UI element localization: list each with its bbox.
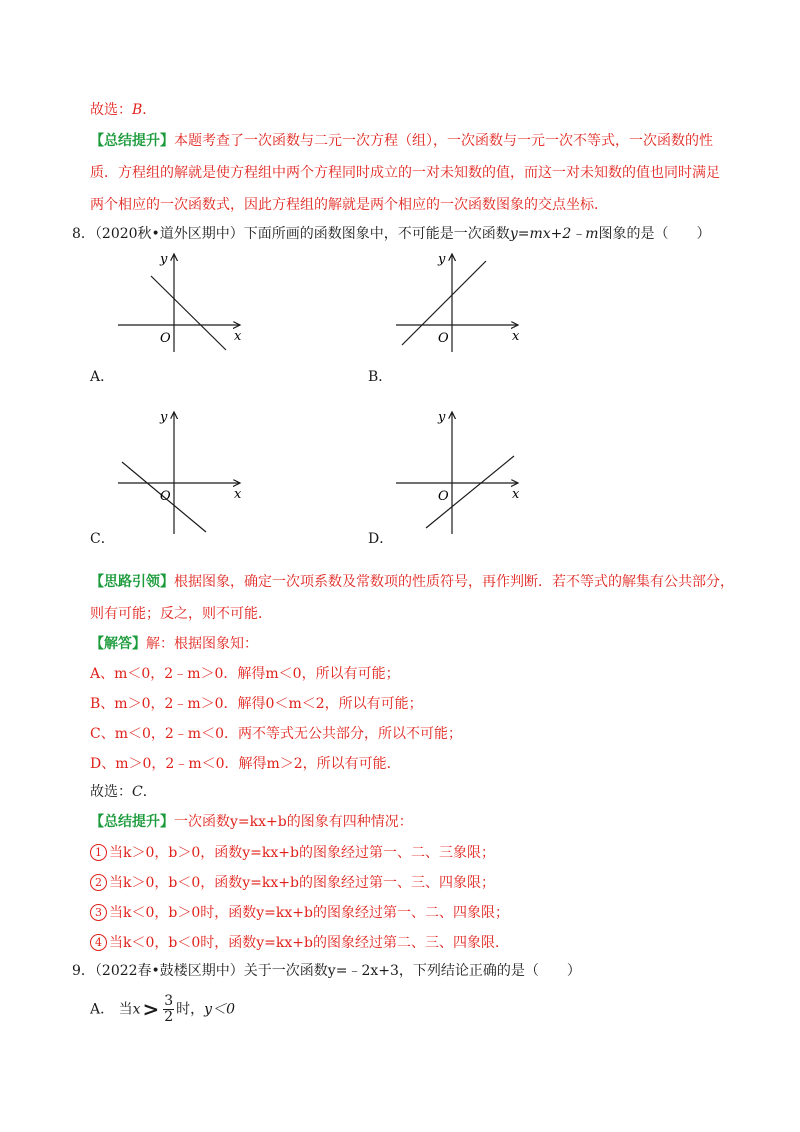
circled-number: 4: [90, 934, 107, 951]
x-label: x: [234, 487, 242, 502]
graph-c: [108, 406, 248, 516]
case-2: 2 当k＞0，b＜0，函数y=kx+b的图象经过第一、三、四象限；: [90, 873, 495, 893]
option-a-label: A．: [90, 369, 115, 385]
case-3: 3 当k＜0，b＞0时，函数y=kx+b的图象经过第一、二、四象限；: [90, 903, 509, 923]
x-label: x: [512, 487, 520, 502]
origin-label: O: [438, 331, 449, 346]
graph-b: [386, 248, 526, 358]
graph-a-svg: [108, 248, 248, 358]
prev-summary-line-2: 质．方程组的解就是使方程组中两个方程同时成立的一对未知数的值，而这一对未知数的值也同时满足: [90, 165, 720, 181]
option-c-label: C．: [90, 531, 115, 547]
option-d-label: D．: [368, 531, 394, 547]
y-label: y: [160, 252, 168, 267]
origin-label: O: [160, 331, 171, 346]
case-1: 1 当k＞0，b＞0，函数y=kx+b的图象经过第一、二、三象限；: [90, 843, 495, 863]
hint-line-1: 【思路引领】根据图象，确定一次项系数及常数项的性质符号，再作判断．若不等式的解集有公共部分，: [90, 574, 734, 590]
y-label: y: [438, 252, 446, 267]
summary-tag: 【总结提升】: [90, 133, 174, 149]
q9-stem: 9．（2022春•鼓楼区期中）关于一次函数y=﹣2x+3，下列结论正确的是（ ）: [72, 963, 581, 979]
prev-answer: 故选：B．: [90, 102, 157, 118]
q8-answer: 故选：C．: [90, 784, 157, 800]
q8-stem: 8．（2020秋•道外区期中）下面所画的函数图象中，不可能是一次函数y=mx+2﹣m图象的是（ ）: [72, 226, 711, 242]
solution-line-c: C、m＜0，2﹣m＜0．两不等式无公共部分，所以不可能；: [90, 726, 462, 742]
prev-summary-line-3: 两个相应的一次函数式，因此方程组的解就是两个相应的一次函数图象的交点坐标．: [90, 197, 608, 213]
circled-number: 2: [90, 874, 107, 891]
summary-tag: 【总结提升】: [90, 814, 174, 830]
origin-label: O: [160, 489, 171, 504]
y-label: y: [160, 410, 168, 425]
solution-tag: 【解答】: [90, 636, 146, 652]
q9-option-a: A． 当x > $\frac{3}{2}$ 时，y＜0: [90, 993, 235, 1025]
hint-tag: 【思路引领】: [90, 574, 174, 590]
x-label: x: [512, 329, 520, 344]
graph-d: [386, 406, 526, 516]
option-b-label: B．: [368, 369, 393, 385]
graph-b-svg: [386, 248, 526, 358]
graph-d-svg: [386, 406, 526, 516]
hint-line-2: 则有可能；反之，则不可能．: [90, 606, 272, 622]
solution-line-a: A、m＜0，2﹣m＞0．解得m＜0，所以有可能；: [90, 666, 400, 682]
solution-line-b: B、m＞0，2﹣m＞0．解得0＜m＜2，所以有可能；: [90, 696, 423, 712]
origin-label: O: [438, 489, 449, 504]
solution-line-d: D、m＞0，2﹣m＜0．解得m＞2，所以有可能．: [90, 756, 401, 772]
fraction: $\frac{3}{2}$: [164, 993, 174, 1025]
circled-number: 3: [90, 904, 107, 921]
prev-summary-line-1: 【总结提升】本题考查了一次函数与二元一次方程（组），一次函数与一元一次不等式，一次函数的性: [90, 133, 713, 149]
circled-number: 1: [90, 844, 107, 861]
case-4: 4 当k＜0，b＜0时，函数y=kx+b的图象经过第二、三、四象限．: [90, 933, 509, 953]
graph-c-svg: [108, 406, 248, 516]
x-label: x: [234, 329, 242, 344]
graph-a: [108, 248, 248, 358]
solution-intro: 【解答】解：根据图象知：: [90, 636, 258, 652]
y-label: y: [438, 410, 446, 425]
summary-intro: 【总结提升】一次函数y=kx+b的图象有四种情况：: [90, 814, 413, 830]
